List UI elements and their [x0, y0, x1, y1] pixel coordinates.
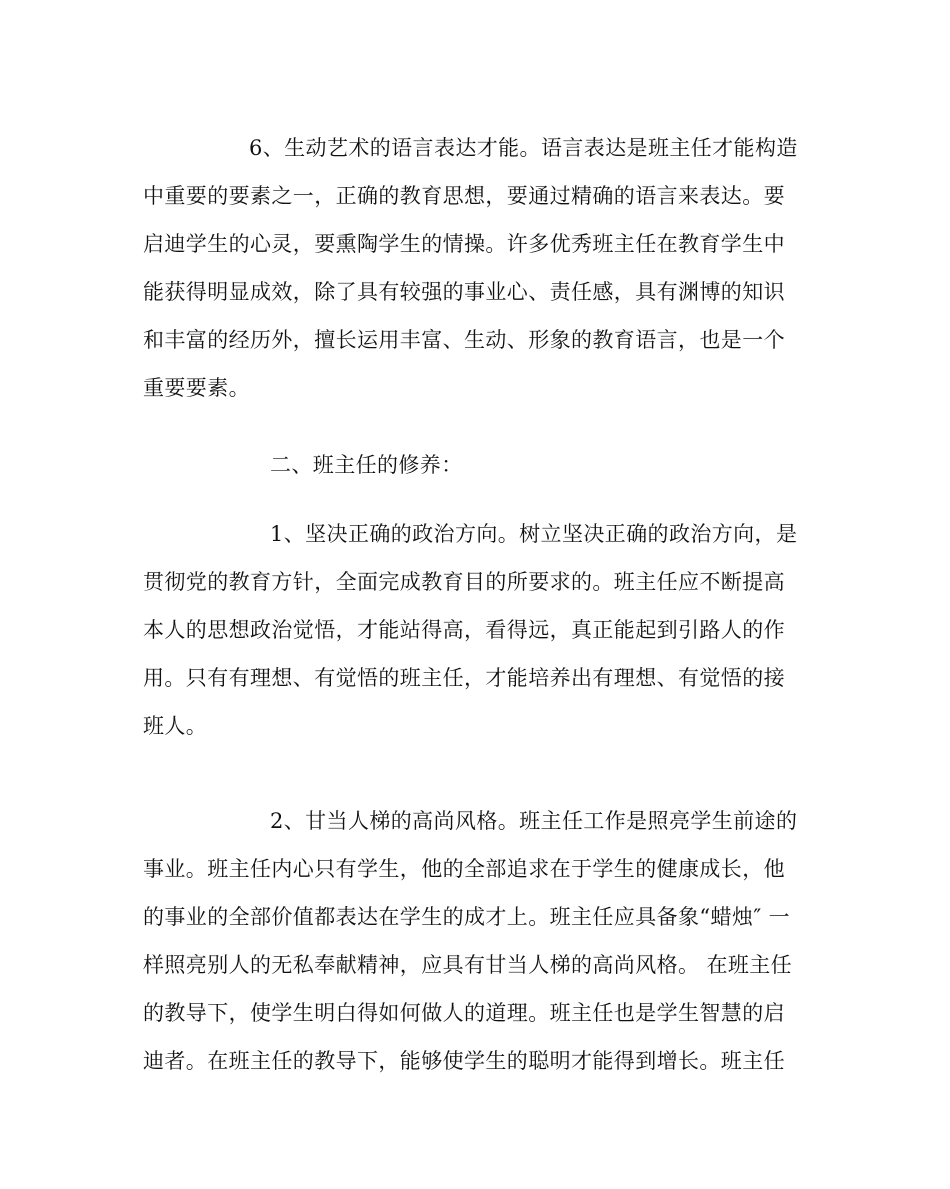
- paragraph-line: 迪者。在班主任的教导下，能够使学生的聪明才能得到增长。班主任: [143, 1049, 785, 1073]
- paragraph-line: 6、生动艺术的语言表达才能。语言表达是班主任才能构造: [249, 136, 798, 160]
- section-heading-text: 二、班主任的修养：: [270, 453, 463, 477]
- paragraph-line: 用。只有有理想、有觉悟的班主任，才能培养出有理想、有觉悟的接: [143, 666, 785, 690]
- paragraph-line: 启迪学生的心灵，要熏陶学生的情操。许多优秀班主任在教育学生中: [143, 232, 785, 256]
- paragraph-line: 本人的思想政治觉悟，才能站得高，看得远，真正能起到引路人的作: [143, 618, 785, 642]
- section-heading: [143, 441, 808, 489]
- paragraph-line: 班人。: [143, 714, 208, 738]
- paragraph-line: 样照亮别人的无私奉献精神，应具有甘当人梯的高尚风格。 在班主任: [143, 953, 793, 977]
- paragraph-line: 的教导下，使学生明白得如何做人的道理。班主任也是学生智慧的启: [143, 1001, 785, 1025]
- paragraph-line: 的事业的全部价值都表达在学生的成才上。班主任应具备象“蜡烛″ 一: [143, 905, 791, 929]
- paragraph-line: 能获得明显成效，除了具有较强的事业心、责任感，具有渊博的知识: [143, 280, 785, 304]
- paragraph-political-direction: [143, 510, 808, 750]
- paragraph-line: 重要要素。: [143, 376, 250, 400]
- paragraph-line: 和丰富的经历外，擅长运用丰富、生动、形象的教育语言，也是一个: [143, 328, 785, 352]
- paragraph-language-expression: [143, 124, 808, 412]
- paragraph-line: 中重要的要素之一，正确的教育思想，要通过精确的语言来表达。要: [143, 184, 785, 208]
- paragraph-line: 1、坚决正确的政治方向。树立坚决正确的政治方向，是: [270, 522, 798, 546]
- paragraph-line: 事业。班主任内心只有学生，他的全部追求在于学生的健康成长，他: [143, 857, 785, 881]
- paragraph-line: 贯彻党的教育方针，全面完成教育目的所要求的。班主任应不断提高: [143, 570, 785, 594]
- paragraph-line: 2、甘当人梯的高尚风格。班主任工作是照亮学生前途的: [270, 809, 798, 833]
- paragraph-noble-style: [143, 797, 808, 1085]
